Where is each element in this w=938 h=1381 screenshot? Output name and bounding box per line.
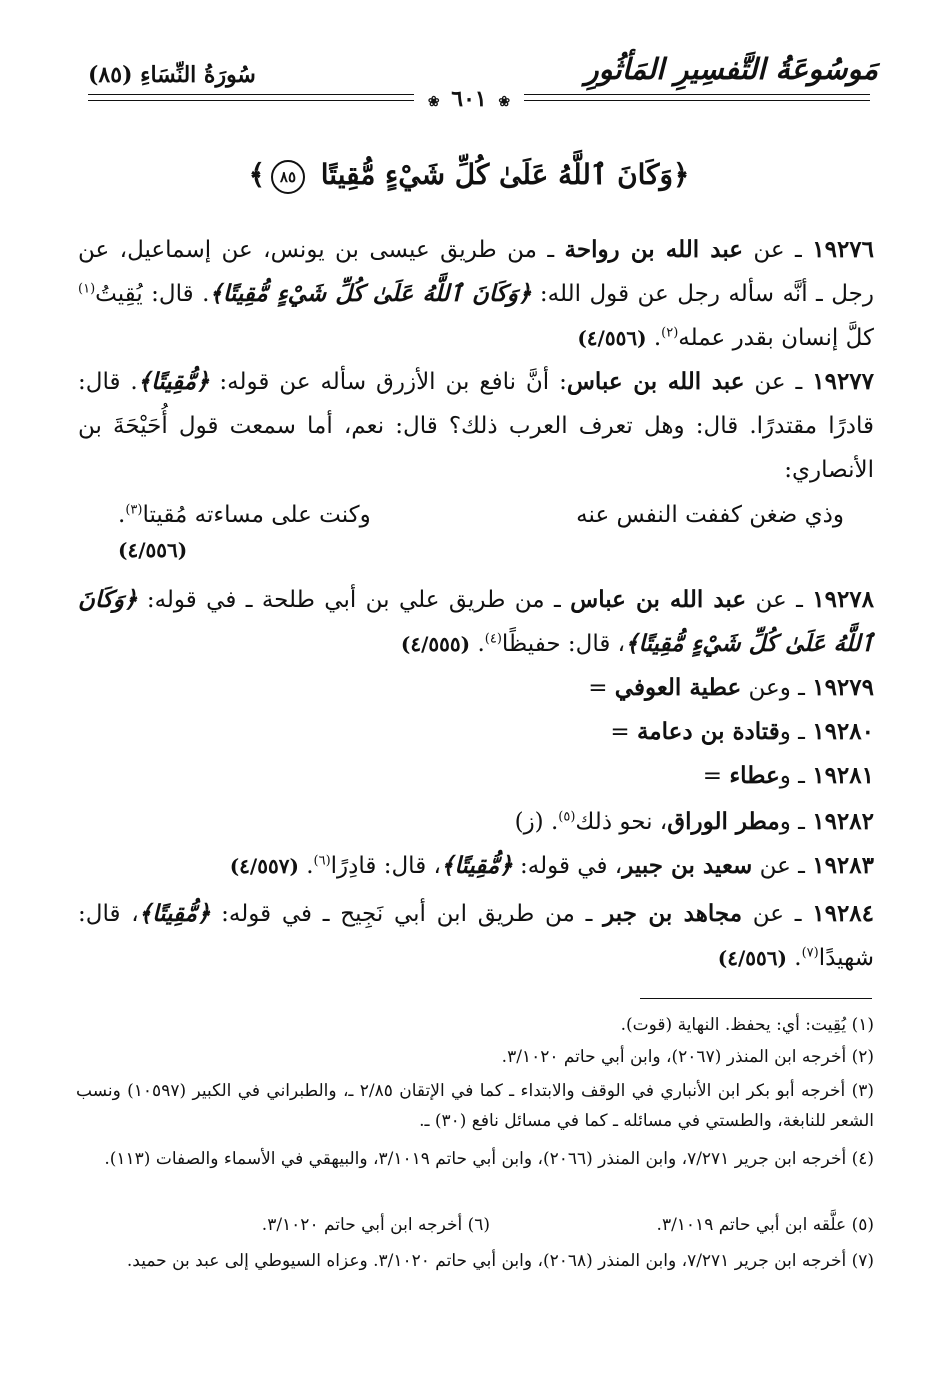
narration-text: ، قال: حفيظًا — [501, 631, 626, 657]
narration-text: ـ من طريق علي بن أبي طلحة ـ في قوله: — [137, 587, 571, 613]
footnote-1: (١) يُقِيت: أي: يحفظ. النهاية (قوت). — [620, 1015, 874, 1035]
document-page: مَوسُوعَةُ التَّفسِيرِ المَأثُورِ سُورَةُ النِّسَاءِ (٨٥) ❀ ٦٠١ ❀ ﴿وَكَانَ ٱللَّهُ عَلَىٰ كُلِّ شَيْءٍ مُّقِيتًا ٨٥﴾ ١٩٢٧٦ ـ عن عبد الله بن رواحة ـ من طريق عيسى بن يونس، عن إسماعيل، عن رجل ـ أنَّه سأله رجل عن قول الله: ﴿وَكَانَ ٱللَّهُ عَلَىٰ كُلِّ شَيْءٍ مُّقِيتًا﴾. قال: يُقِيتُ$^{(١)}$ كلَّ إنسان بقدر عمله$^{(٢)}$. (٤/٥٥٦) ١٩٢٧٧ ـ عن عبد الله بن عباس: أنَّ نافع بن الأزرق سأله عن قوله: ﴿مُّقِيتًا﴾. قال: قادرًا مقتدرًا. قال: وهل تعرف العرب ذلك؟ قال: نعم، أما سمعت قول أُحَيْحَةَ بن الأنصاري: وذي ضغن كففت النفس عنه وكنت على مساءته مُقيتا$^{(٣)}$. (٤/٥٥٦) ١٩٢٧٨ ـ عن عبد الله بن عباس ـ من طريق علي بن أبي طلحة ـ في قوله: ﴿وَكَانَ ٱللَّهُ عَلَىٰ كُلِّ شَيْءٍ مُّقِيتًا﴾، قال: حفيظًا$^{(٤)}$. (٤/٥٥٥) ١٩٢٧٩ ـ وعن عطية العوفي = ١٩٢٨٠ ـ وقتادة بن دعامة = ١٩٢٨١ ـ وعطاء = ١٩٢٨٢ ـ ومطر الوراق، نحو ذلك$^{(٥)}$. (ز) ١٩٢٨٣ ـ عن سعيد بن جبير، في قوله: ﴿مُّقِيتًا﴾، قال: قادِرًا$^{(٦)}$. (٤/٥٥٧) ١٩٢٨٤ ـ عن مجاهد بن جبر ـ من طريق ابن أبي نَجِيح ـ في قوله: ﴿مُّقِيتًا﴾، قال: شهيدًا$^{(٧)}$. (٤/٥٥٦) (١) يُقِيت: أي: يحفظ. النهاية (قوت). (٢) أخرجه ابن المنذر (٢٠٦٧)، وابن أبي حاتم ٣/١٠٢٠. (٣) أخرجه أبو بكر ابن الأنباري في الوقف والابتداء ـ كما في الإتقان ٢/٨٥ ـ، والطبراني في الكبير (١٠٥٩٧) ونسب الشعر للنابغة، والطستي في مسائله ـ كما في مسائل نافع (٣٠) ـ. (٤) أخرجه ابن جرير ٧/٢٧١، وابن المنذر (٢٠٦٦)، وابن أبي حاتم ٣/١٠١٩، والبيهقي في الأسماء والصفات (١١٣). (٥) علَّقه ابن أبي حاتم ٣/١٠١٩. (٦) أخرجه ابن أبي حاتم ٣/١٠٢٠. (٧) أخرجه ابن جرير ٧/٢٧١، وابن المنذر (٢٠٦٨)، وابن أبي حاتم ٣/١٠٢٠. وعزاه السيوطي إلى عبد بن حميد. — [0, 0, 938, 1381]
narration-19281 — [78, 754, 874, 798]
ornament-icon: ❀ — [427, 94, 440, 110]
narration-number: ١٩٢٧٨ — [812, 586, 875, 613]
narrator-name: مجاهد بن جبر — [603, 900, 743, 927]
narration-text: = — [702, 763, 730, 789]
narrator-name: قتادة بن دعامة — [636, 718, 780, 745]
narrator-name: مطر الوراق — [667, 808, 780, 835]
quran-quote: ﴿مُّقِيتًا﴾ — [137, 368, 210, 395]
narration-text: كلَّ إنسان بقدر عمله — [678, 325, 874, 351]
volume-page-ref: (٤/٥٥٦) — [118, 538, 188, 562]
narration-text: ـ عن — [742, 901, 802, 927]
narration-text: ـ و — [779, 809, 805, 835]
narration-number: ١٩٢٨٤ — [812, 900, 875, 927]
quran-quote: ﴿وَكَانَ ٱللَّهُ عَلَىٰ كُلِّ شَيْءٍ مُّقِيتًا﴾ — [209, 280, 532, 307]
narration-number: ١٩٢٧٧ — [812, 368, 875, 395]
narrator-name: عطية العوفي — [614, 674, 742, 701]
narration-text: ـ و — [779, 719, 805, 745]
page-number: ٦٠١ — [451, 86, 487, 112]
book-title: مَوسُوعَةُ التَّفسِيرِ المَأثُورِ — [584, 52, 878, 86]
narrator-name: عبد الله بن عباس — [570, 586, 747, 613]
narration-number: ١٩٢٧٦ — [812, 236, 875, 263]
ornament-icon: ❀ — [498, 94, 511, 110]
narration-19284 — [78, 892, 874, 980]
narration-19282 — [78, 800, 874, 844]
narration-text: ، نحو ذلك — [575, 809, 668, 835]
quran-quote: ﴿وَكَانَ ٱللَّهُ عَلَىٰ كُلِّ شَيْءٍ مُّقِيتًا﴾ — [78, 586, 874, 657]
narration-text: . (ز) — [514, 809, 559, 835]
ayah-number-badge: ٨٥ — [271, 160, 305, 194]
footnote-marker: (٤) — [484, 631, 502, 647]
narration-19276 — [78, 228, 874, 360]
footnote-2: (٢) أخرجه ابن المنذر (٢٠٦٧)، وابن أبي حاتم ٣/١٠٢٠. — [501, 1047, 874, 1067]
narration-19283 — [78, 844, 874, 888]
footnote-4: (٤) أخرجه ابن جرير ٧/٢٧١، وابن المنذر (٢٠٦٦)، وابن أبي حاتم ٣/١٠١٩، والبيهقي في الأسماء والصفات (١١٣). — [104, 1149, 874, 1169]
narration-text: = — [610, 719, 637, 745]
narration-text: ، في قوله: — [512, 853, 623, 879]
narration-19277 — [78, 360, 874, 492]
verse-heading — [0, 158, 938, 194]
narration-text: ، قال: شهيدًا — [78, 901, 874, 971]
page-number-block — [0, 86, 938, 112]
narration-text: ـ عن — [743, 237, 802, 263]
footnote-5: (٥) علَّقه ابن أبي حاتم ٣/١٠١٩. — [656, 1215, 874, 1235]
volume-page-ref: (٤/٥٥٦) — [717, 946, 787, 970]
narration-number: ١٩٢٨٢ — [812, 808, 874, 835]
narration-text: ـ من طريق ابن أبي نَجِيح ـ في قوله: — [210, 901, 604, 927]
footnote-3: (٣) أخرجه أبو بكر ابن الأنباري في الوقف والابتداء ـ كما في الإتقان ٢/٨٥ ـ، والطبراني في الكبير (١٠٥٩٧) ونسب الشعر للنابغة، والطستي في مسائله ـ كما في مسائل نافع (٣٠) ـ. — [76, 1081, 874, 1131]
footnote-marker: (٢) — [661, 325, 679, 341]
narration-text: : أنَّ نافع بن الأزرق سأله عن قوله: — [209, 369, 567, 395]
quran-quote: ﴿مُّقِيتًا﴾ — [440, 852, 513, 879]
narration-text: . قال: يُقِيتُ — [95, 281, 210, 307]
footnote-6: (٦) أخرجه ابن أبي حاتم ٣/١٠٢٠. — [261, 1215, 490, 1235]
verse-text: وَكَانَ ٱللَّهُ عَلَىٰ كُلِّ شَيْءٍ مُّقِيتًا — [320, 158, 674, 191]
narrator-name: عطاء — [729, 762, 780, 789]
narration-text: . قال: قادرًا مقتدرًا. قال: وهل تعرف العرب ذلك؟ قال: نعم، أما سمعت قول أُحَيْحَةَ بن الأنصاري: — [78, 369, 874, 483]
footnote-marker: (٣) — [125, 502, 143, 518]
narration-text: ـ عن — [752, 853, 805, 879]
narration-19279 — [78, 666, 874, 710]
volume-page-ref: (٤/٥٥٦) — [577, 326, 647, 350]
surah-title: سُورَةُ النِّسَاءِ (٨٥) — [88, 62, 256, 88]
poem-hemistich-first: وذي ضغن كففت النفس عنه — [576, 502, 844, 528]
narration-number: ١٩٢٨١ — [812, 762, 874, 789]
narration-number: ١٩٢٨٣ — [812, 852, 874, 879]
quran-quote: ﴿مُّقِيتًا﴾ — [138, 900, 211, 927]
narration-19280 — [78, 710, 874, 754]
volume-page-ref: (٤/٥٥٧) — [229, 854, 299, 878]
footnote-separator — [640, 998, 872, 999]
footnote-marker: (٦) — [313, 853, 331, 869]
narration-text: . — [794, 945, 802, 971]
poem-hemistich-second: وكنت على مساءته مُقيتا — [142, 502, 371, 528]
narrator-name: سعيد بن جبير — [622, 852, 753, 879]
narration-text: . — [477, 631, 485, 657]
narration-text: ، قال: قادِرًا — [330, 853, 441, 879]
narration-text: ـ عن — [746, 587, 803, 613]
narrator-name: عبد الله بن عباس — [566, 368, 745, 395]
narration-19278 — [78, 578, 874, 666]
narration-number: ١٩٢٧٩ — [812, 674, 874, 701]
narration-number: ١٩٢٨٠ — [812, 718, 874, 745]
footnote-7: (٧) أخرجه ابن جرير ٧/٢٧١، وابن المنذر (٢٠٦٨)، وابن أبي حاتم ٣/١٠٢٠. وعزاه السيوطي إلى عبد بن حميد. — [126, 1251, 874, 1271]
narration-text: . — [653, 325, 662, 351]
footnote-marker: (٧) — [801, 945, 819, 961]
narration-text: ـ عن — [744, 369, 803, 395]
volume-page-ref: (٤/٥٥٥) — [400, 632, 471, 656]
footnote-marker: (١) — [78, 281, 96, 297]
narration-text: . — [306, 853, 314, 879]
narration-text: ـ وعن — [741, 675, 805, 701]
verse-bracket-open: ﴿ — [673, 158, 690, 191]
footnote-marker: (٥) — [558, 809, 576, 825]
narration-text: ـ و — [779, 763, 805, 789]
verse-bracket-close: ﴾ — [248, 158, 265, 191]
narration-text: ـ من طريق عيسى بن يونس، عن إسماعيل، عن رجل ـ أنَّه سأله رجل عن قول الله: — [78, 237, 874, 307]
narration-text: = — [588, 675, 615, 701]
narrator-name: عبد الله بن رواحة — [564, 236, 743, 263]
